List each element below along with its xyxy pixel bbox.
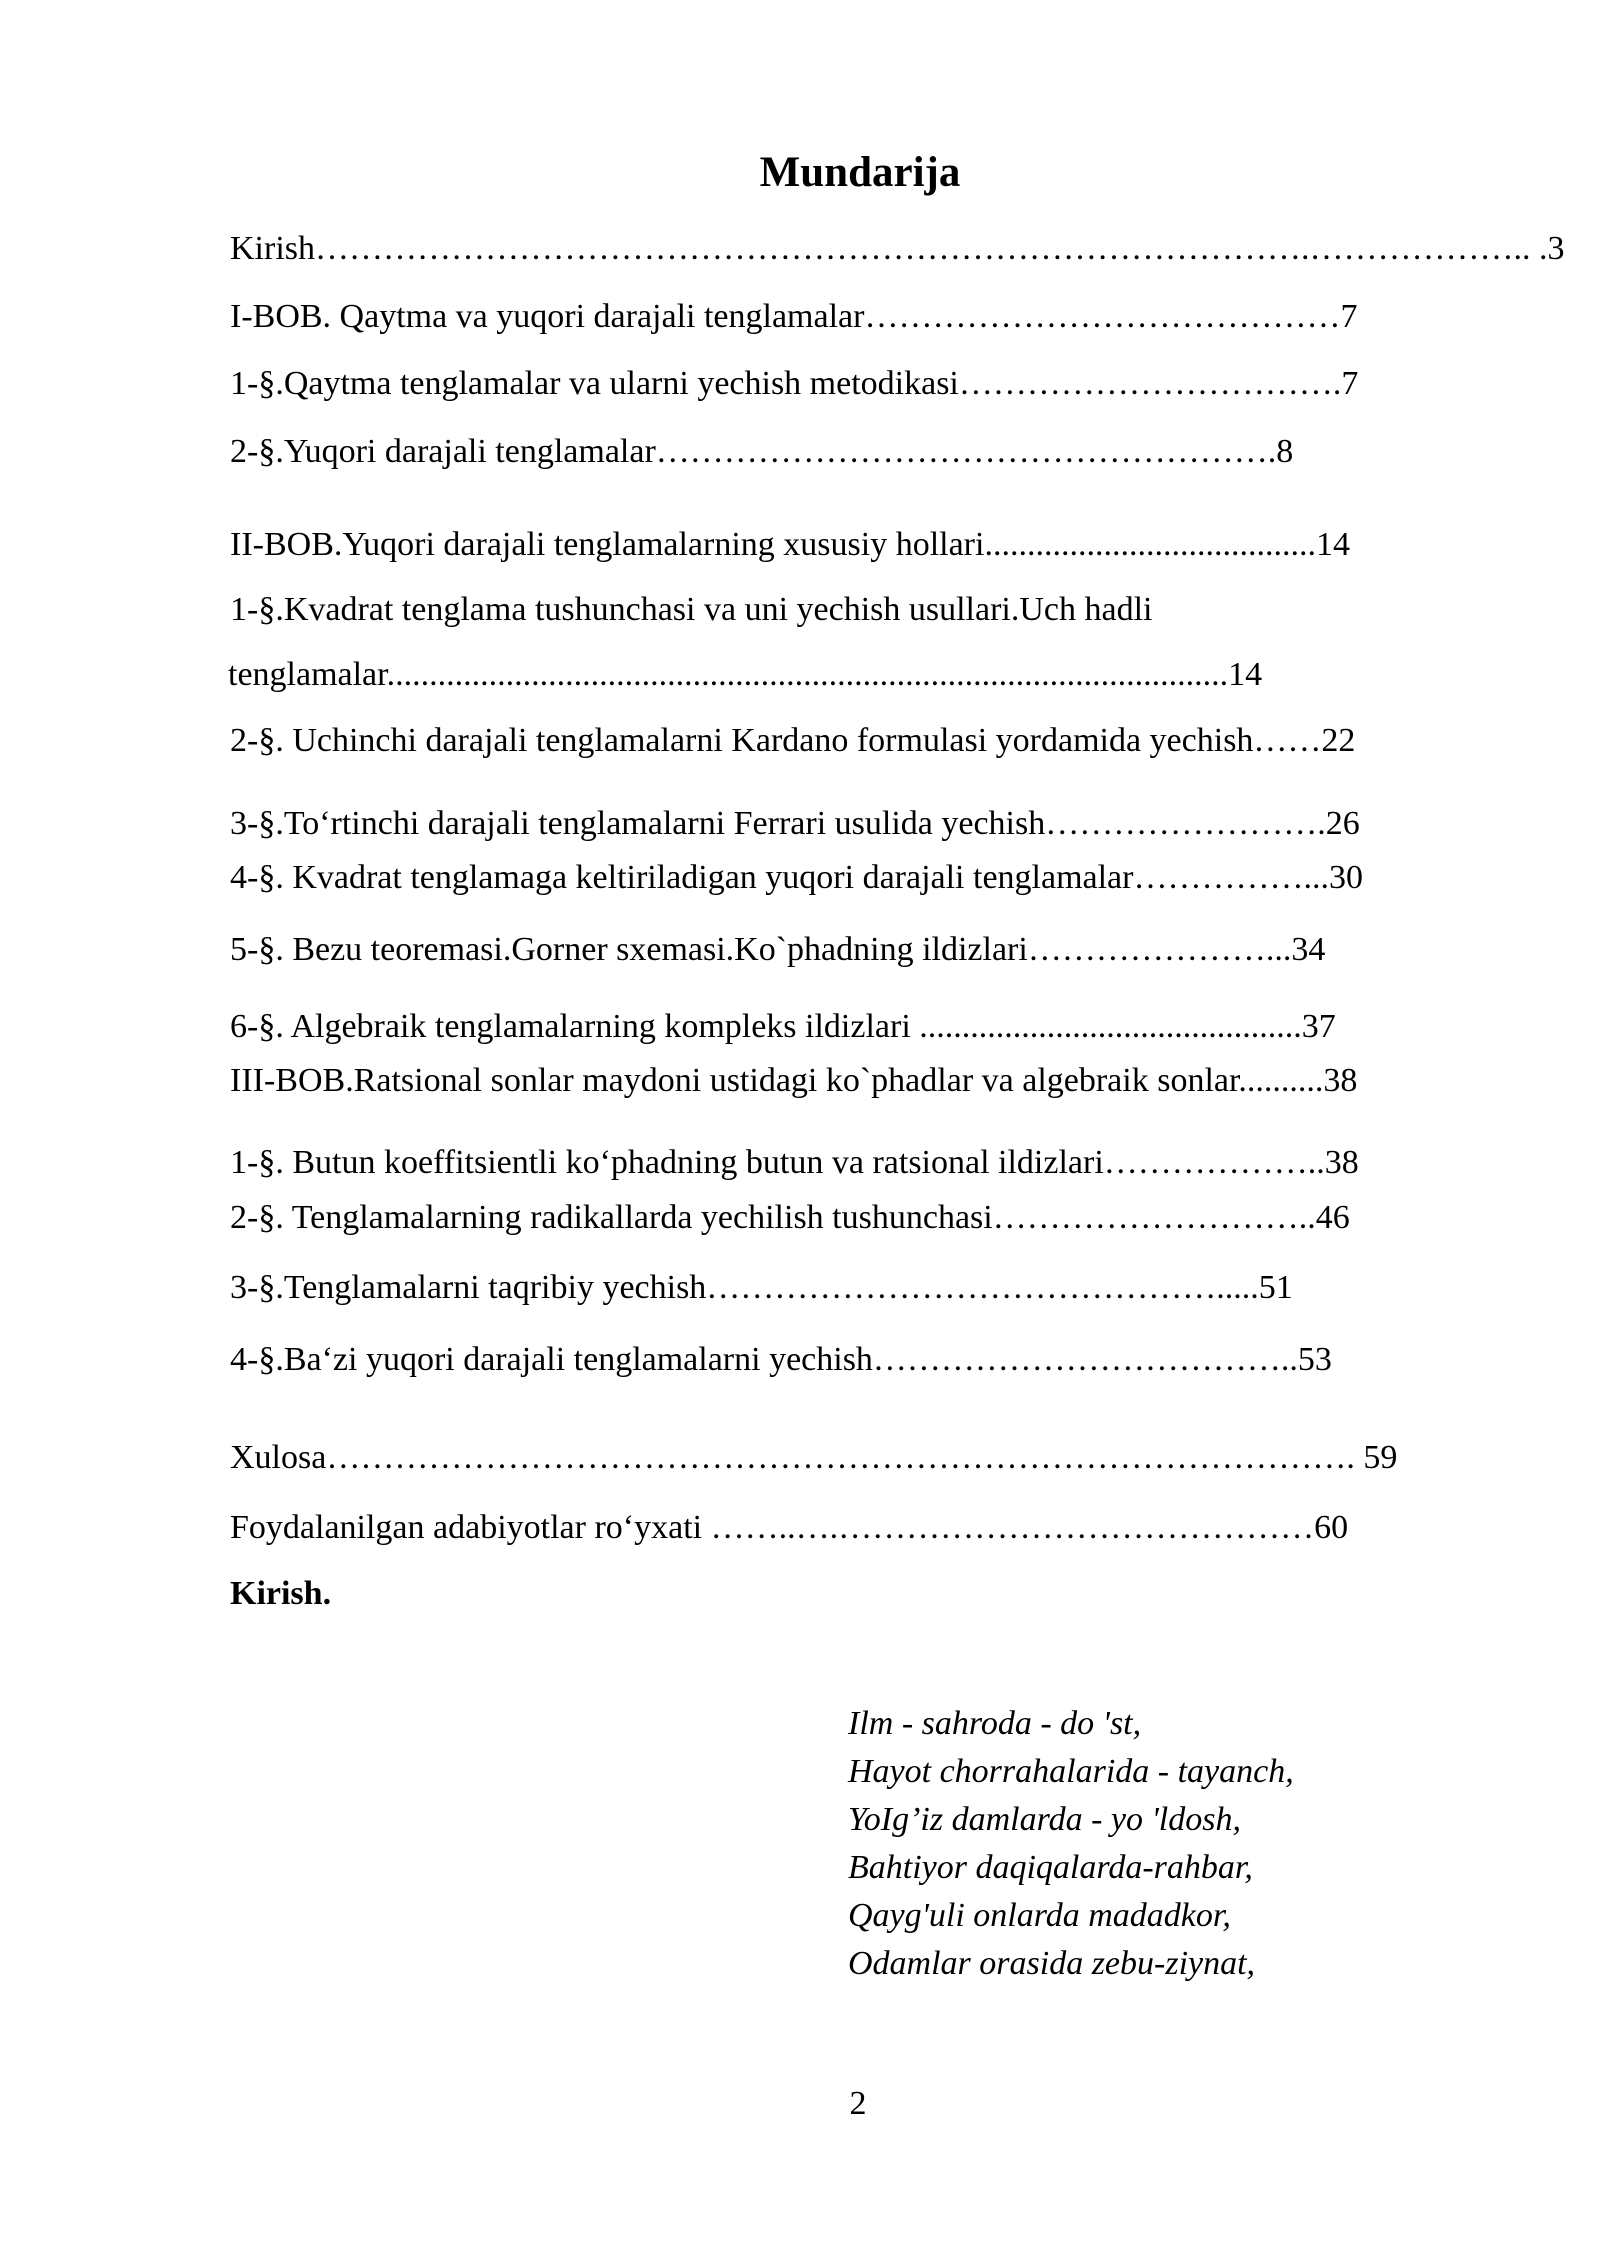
toc-entry-kirish: Kirish…………………………………………………………………………….……………….. .3 <box>230 230 1565 267</box>
section-heading: Kirish. <box>230 1575 332 1612</box>
toc-entry-2-6: 6-§. Algebraik tenglamalarning kompleks ildizlari .............................................37 <box>230 1008 1336 1045</box>
toc-entry-2-1-cont: tenglamalar...................................................................................................14 <box>228 656 1263 693</box>
toc-entry-2-5: 5-§. Bezu teoremasi.Gorner sxemasi.Ko`phadning ildizlari…………………...34 <box>230 931 1326 968</box>
epigraph <box>848 1700 1294 1988</box>
page-title: Mundarija <box>759 149 961 196</box>
toc-entry-2-1: 1-§.Kvadrat tenglama tushunchasi va uni yechish usullari.Uch hadli <box>230 591 1153 628</box>
toc-entry-chapter-2: II-BOB.Yuqori darajali tenglamalarning xususiy hollari.......................................14 <box>230 526 1350 563</box>
toc-entry-2-2: 2-§. Uchinchi darajali tenglamalarni Kardano formulasi yordamida yechish……22 <box>230 722 1356 759</box>
toc-entry-2-3: 3-§.To‘rtinchi darajali tenglamalarni Ferrari usulida yechish…………………….26 <box>230 805 1360 842</box>
toc-entry-2-4: 4-§. Kvadrat tenglamaga keltiriladigan yuqori darajali tenglamalar……………...30 <box>230 859 1363 896</box>
toc-entry-3-4: 4-§.Ba‘zi yuqori darajali tenglamalarni yechish………………………………..53 <box>230 1341 1332 1378</box>
toc-entry-references: Foydalanilgan adabiyotlar ro‘yxati ……..….……………………………………60 <box>230 1509 1349 1546</box>
epigraph-line: Ilm - sahroda - do 'st, <box>848 1705 1142 1742</box>
toc-entry-1-2: 2-§.Yuqori darajali tenglamalar……………………………………………….8 <box>230 433 1294 470</box>
toc-entry-chapter-1: I-BOB. Qaytma va yuqori darajali tenglamalar……………………………………7 <box>230 298 1358 335</box>
toc-entry-xulosa: Xulosa………………………………………………………………………………. 59 <box>230 1439 1398 1476</box>
epigraph-line: Hayot chorrahalarida - tayanch, <box>848 1753 1294 1790</box>
toc-entry-3-3: 3-§.Tenglamalarni taqribiy yechish……………………………………….....51 <box>230 1269 1293 1306</box>
toc-entry-3-2: 2-§. Tenglamalarning radikallarda yechilish tushunchasi………………………..46 <box>230 1199 1350 1236</box>
toc-entry-1-1: 1-§.Qaytma tenglamalar va ularni yechish metodikasi…………………………….7 <box>230 365 1359 402</box>
epigraph-line: Qayg'uli onlarda madadkor, <box>848 1897 1231 1934</box>
toc-entry-3-1: 1-§. Butun koeffitsientli ko‘phadning butun va ratsional ildizlari………………..38 <box>230 1144 1359 1181</box>
epigraph-line: Bahtiyor daqiqalarda-rahbar, <box>848 1849 1253 1886</box>
epigraph-line: YoIg’iz damlarda - yo 'ldosh, <box>848 1801 1241 1838</box>
page-number: 2 <box>849 2085 867 2122</box>
epigraph-line: Odamlar orasida zebu-ziynat, <box>848 1945 1256 1982</box>
toc-entry-chapter-3: III-BOB.Ratsional sonlar maydoni ustidagi ko`phadlar va algebraik sonlar..........38 <box>230 1062 1358 1099</box>
